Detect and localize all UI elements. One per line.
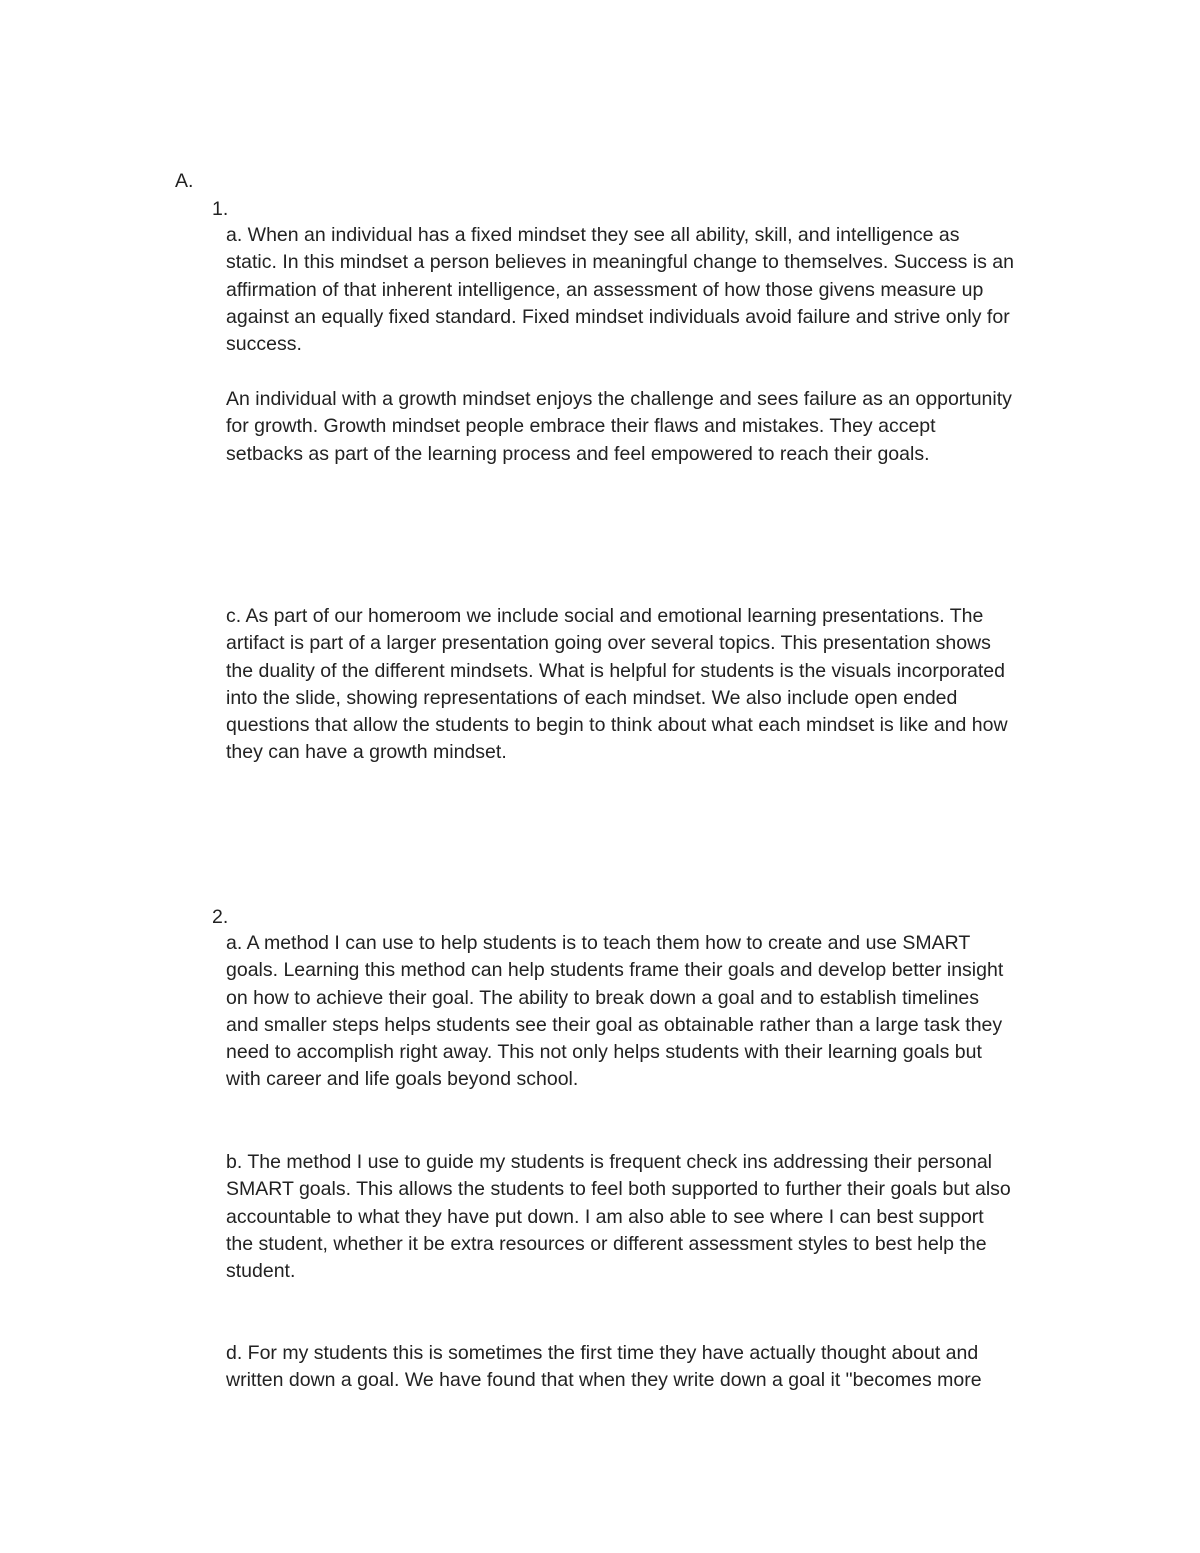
text-line: static. In this mindset a person believes in meaningful change to themselves. Success is an: [226, 251, 1014, 274]
item-2-b-paragraph: [226, 1149, 1066, 1285]
text-line: they can have a growth mindset.: [226, 741, 507, 764]
item-1-label: 1.: [212, 198, 229, 220]
text-line: a. A method I can use to help students is to teach them how to create and use SMART: [226, 932, 971, 954]
text-line: on how to achieve their goal. The ability to break down a goal and to establish timelines: [226, 986, 980, 1009]
text-line: SMART goals. This allows the students to feel both supported to further their goals but also: [226, 1178, 1011, 1201]
section-a-label: A.: [175, 170, 194, 192]
text-line: b. The method I use to guide my students is frequent check ins addressing their personal: [226, 1151, 992, 1173]
item-2-a-paragraph: [226, 930, 1066, 1094]
text-line: need to accomplish right away. This not only helps students with their learning goals but: [226, 1041, 982, 1064]
text-line: student.: [226, 1260, 296, 1283]
text-line: with career and life goals beyond school.: [226, 1068, 579, 1091]
text-line: d. For my students this is sometimes the first time they have actually thought about and: [226, 1342, 979, 1364]
text-line: artifact is part of a larger presentation going over several topics. This presentation shows: [226, 632, 991, 655]
text-line: setbacks as part of the learning process and feel empowered to reach their goals.: [226, 442, 930, 465]
text-line: a. When an individual has a fixed mindset they see all ability, skill, and intelligence as: [226, 224, 960, 246]
text-line: success.: [226, 333, 302, 356]
text-line: c. As part of our homeroom we include social and emotional learning presentations. The: [226, 605, 984, 627]
item-2-d-paragraph: [226, 1340, 1066, 1395]
text-line: written down a goal. We have found that when they write down a goal it "becomes more: [226, 1369, 982, 1392]
text-line: questions that allow the students to begin to think about what each mindset is like and how: [226, 714, 1008, 737]
item-1-growth-paragraph: [226, 386, 1066, 468]
text-line: the duality of the different mindsets. What is helpful for students is the visuals incorporated: [226, 659, 1005, 682]
item-1-c-paragraph: [226, 603, 1066, 767]
text-line: the student, whether it be extra resources or different assessment styles to best help the: [226, 1232, 987, 1255]
text-line: affirmation of that inherent intelligence, an assessment of how those givens measure up: [226, 278, 984, 301]
text-line: into the slide, showing representations of each mindset. We also include open ended: [226, 686, 958, 709]
text-line: and smaller steps helps students see their goal as obtainable rather than a large task they: [226, 1013, 1003, 1036]
item-1-a-paragraph: [226, 222, 1066, 358]
text-line: accountable to what they have put down. I am also able to see where I can best support: [226, 1205, 984, 1228]
text-line: An individual with a growth mindset enjoys the challenge and sees failure as an opportunity: [226, 388, 1012, 410]
item-2-label: 2.: [212, 906, 229, 928]
text-line: for growth. Growth mindset people embrace their flaws and mistakes. They accept: [226, 415, 936, 438]
text-line: against an equally fixed standard. Fixed mindset individuals avoid failure and strive only for: [226, 305, 1010, 328]
text-line: goals. Learning this method can help students frame their goals and develop better insight: [226, 959, 1004, 982]
